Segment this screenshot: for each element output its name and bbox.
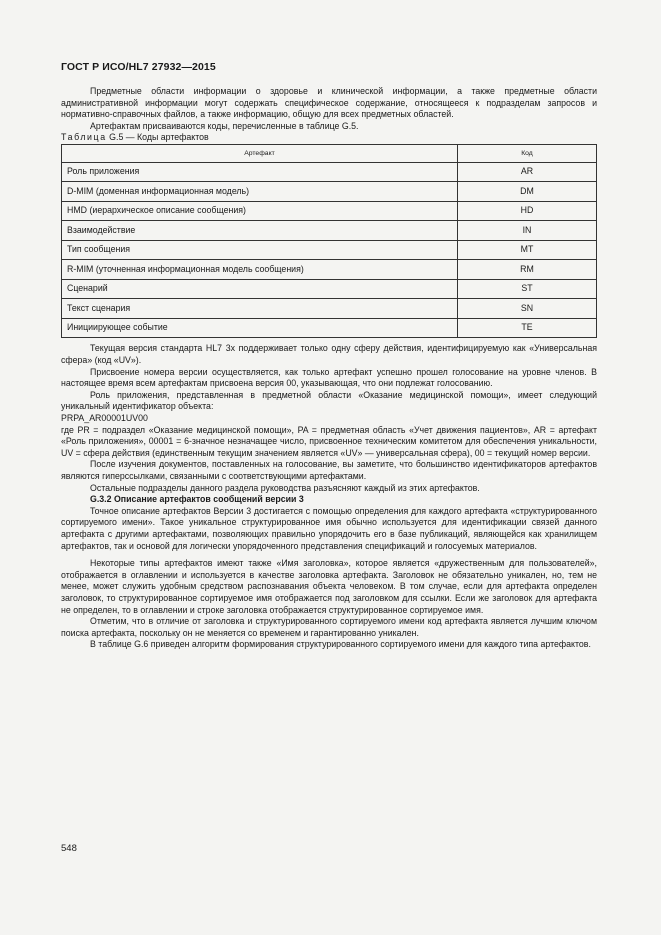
intro-paragraph: Артефактам присваиваются коды, перечисленные в таблице G.5. — [90, 120, 359, 131]
section-paragraph: Точное описание артефактов Версии 3 достигается с помощью определения для каждого артефакта «структурированного сортируемого имени». Такое уникальное структурированное имя обычно используется для идентификации связей данного артефакта с другими артефактами, позволяющих правильно упорядочить его в базе публикаций, являющейся как хранилищем артефактов, так и основой для логически упорядоченного представления спецификаций и голосуемых материалов. — [61, 505, 597, 551]
code-cell: MT — [458, 240, 597, 260]
table-caption — [61, 132, 597, 144]
artifact-cell: Тип сообщения — [62, 240, 458, 260]
body-paragraph: Остальные подразделы данного раздела руководства разъясняют каждый из этих артефактов. — [90, 482, 480, 493]
code-cell: ST — [458, 279, 597, 299]
document-body — [61, 86, 597, 651]
section-paragraph: Некоторые типы артефактов имеют также «Имя заголовка», которое является «дружественным для пользователей», отображается в оглавлении и используется в качестве заголовка артефакта. Заголовок не обязательно уникален, но, тем не менее, может служить удобным средством распознавания объекта человеком. В том случае, если для артефакта определен заголовок, то структурированное сортируемое имя отображается под заголовком для ссылки. Если же заголовок для артефакта не определен, то в оглавлении и строке заголовка отображается структурированное сортируемое имя. — [61, 558, 597, 615]
identifier-explanation: где PR = подраздел «Оказание медицинской помощи», PA = предметная область «Учет движения пациентов», AR = артефакт «Роль приложения», 00001 = 6-значное незначащее число, присвоенное техническим комитетом для обеспечения уникальности, UV = сфера действия (единственным текущим значением является «UV» — универсальная сфера), 00 = текущий номер версии. — [61, 424, 597, 458]
code-cell: SN — [458, 299, 597, 319]
code-cell: AR — [458, 162, 597, 182]
artifact-cell: HMD (иерархическое описание сообщения) — [62, 201, 458, 221]
document-header: ГОСТ Р ИСО/HL7 27932—2015 — [61, 61, 216, 73]
section-heading: G.3.2 Описание артефактов сообщений версии 3 — [90, 494, 304, 505]
intro-paragraph: Предметные области информации о здоровье и клинической информации, а также предметные области административной информации могут содержать специфическое содержание, относящееся к подразделам запросов и нормативно-справочных файлов, а также информацию, общую для всех предметных областей. — [61, 86, 597, 120]
artifact-cell: Роль приложения — [62, 162, 458, 182]
table-row — [62, 260, 597, 280]
column-header-code: Код — [458, 144, 597, 162]
artifact-cell: Сценарий — [62, 279, 458, 299]
artifact-cell: Взаимодействие — [62, 221, 458, 241]
object-identifier: PRPA_AR00001UV00 — [61, 413, 148, 424]
section-paragraph: В таблице G.6 приведен алгоритм формирования структурированного сортируемого имени для каждого типа артефактов. — [90, 639, 591, 650]
body-paragraph: Роль приложения, представленная в предметной области «Оказание медицинской помощи», имеет следующий уникальный идентификатор объекта: — [61, 389, 597, 412]
table-row — [62, 299, 597, 319]
code-cell: DM — [458, 182, 597, 202]
body-paragraph: Присвоение номера версии осуществляется, как только артефакт успешно прошел голосование на уровне членов. В настоящее время всем артефактам присвоена версия 00, указывающая, что они подлежат голосованию. — [61, 366, 597, 389]
body-paragraph: После изучения документов, поставленных на голосование, вы заметите, что большинство идентификаторов артефактов являются гиперссылками, связанными с соответствующими артефактами. — [61, 459, 597, 481]
table-row — [62, 318, 597, 338]
table-caption-text: G.5 — Коды артефактов — [109, 132, 209, 143]
code-cell: HD — [458, 201, 597, 221]
table-row — [62, 240, 597, 260]
table-header-row — [62, 144, 597, 162]
code-cell: RM — [458, 260, 597, 280]
table-row — [62, 201, 597, 221]
table-row — [62, 162, 597, 182]
table-caption-prefix: Таблица — [61, 132, 107, 143]
body-paragraph: Текущая версия стандарта HL7 3x поддерживает только одну сферу действия, идентифицируемую как «Универсальная сфера» (код «UV»). — [61, 343, 597, 366]
artifact-codes-table — [61, 144, 597, 339]
page-number: 548 — [61, 843, 77, 854]
column-header-artifact: Артефакт — [62, 144, 458, 162]
artifact-cell: D-MIM (доменная информационная модель) — [62, 182, 458, 202]
section-paragraph: Отметим, что в отличие от заголовка и структурированного сортируемого имени код артефакта является лучшим ключом поиска артефакта, поскольку он не меняется со временем и гарантированно уникален. — [61, 616, 597, 638]
table-row — [62, 221, 597, 241]
artifact-cell: Текст сценария — [62, 299, 458, 319]
table-row — [62, 279, 597, 299]
artifact-cell: Инициирующее событие — [62, 318, 458, 338]
code-cell: IN — [458, 221, 597, 241]
table-row — [62, 182, 597, 202]
artifact-cell: R-MIM (уточненная информационная модель сообщения) — [62, 260, 458, 280]
code-cell: TE — [458, 318, 597, 338]
